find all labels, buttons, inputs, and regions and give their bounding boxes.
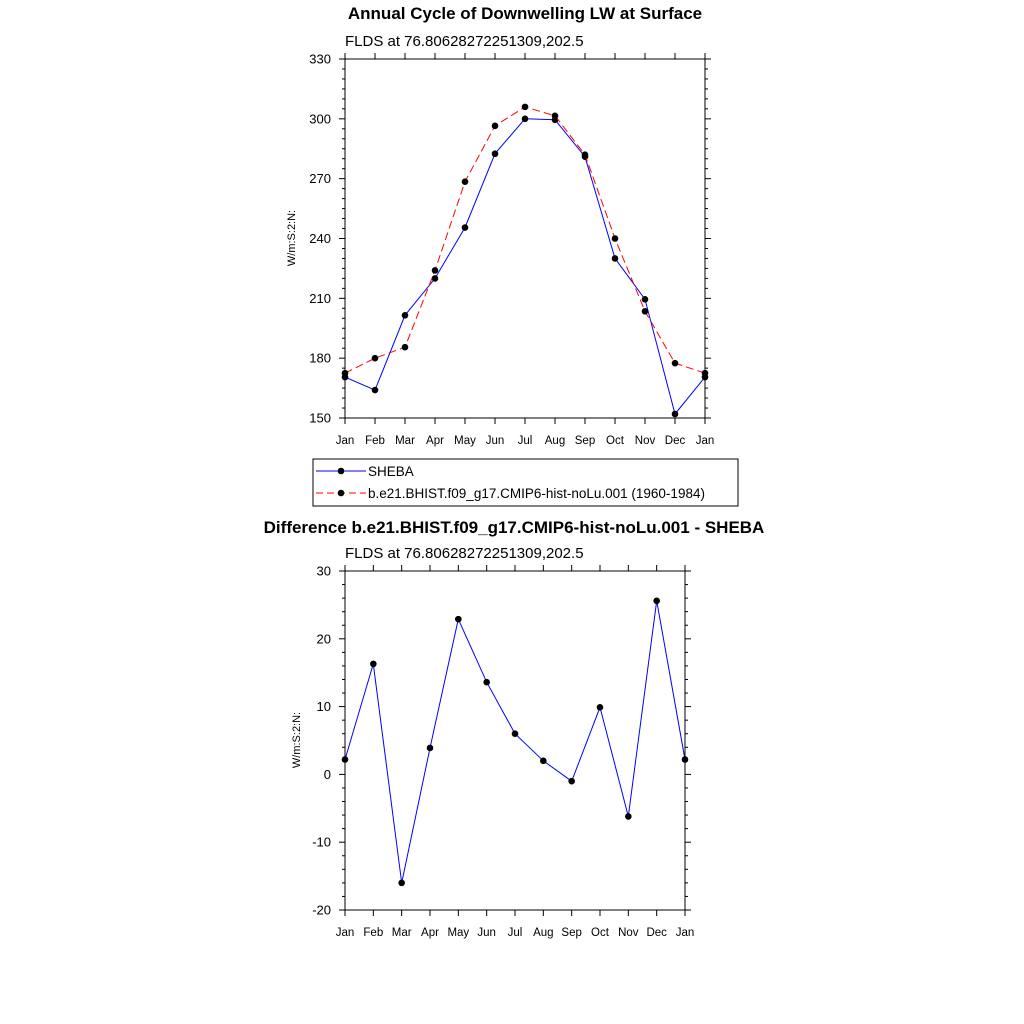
- data-point: [568, 778, 575, 785]
- legend-entry-model: b.e21.BHIST.f09_g17.CMIP6-hist-noLu.001 (1960-1984): [368, 486, 705, 501]
- y-axis-label: W/m:S:2:N:: [291, 711, 303, 769]
- x-tick-label: Nov: [634, 435, 656, 447]
- data-point: [522, 104, 529, 111]
- x-tick-label: Jul: [507, 927, 523, 939]
- y-tick-label: 10: [316, 699, 331, 715]
- x-tick-label: Jan: [675, 927, 695, 939]
- data-point: [512, 730, 519, 737]
- chart-title: Difference b.e21.BHIST.f09_g17.CMIP6-hist-noLu.001 - SHEBA: [263, 518, 765, 537]
- data-point: [642, 296, 649, 303]
- y-tick-label: 20: [316, 631, 331, 647]
- data-point: [540, 758, 547, 765]
- x-tick-label: Mar: [391, 927, 412, 939]
- data-point: [642, 308, 649, 315]
- data-point: [370, 661, 377, 668]
- x-tick-label: Jan: [335, 927, 355, 939]
- series-line-0: [345, 601, 685, 883]
- y-tick-label: 30: [316, 563, 331, 579]
- y-tick-label: 270: [309, 171, 331, 187]
- x-tick-label: Apr: [421, 927, 439, 939]
- data-point: [462, 178, 469, 185]
- data-point: [342, 756, 349, 763]
- x-tick-label: Feb: [365, 435, 385, 447]
- x-tick-label: Dec: [664, 435, 686, 447]
- data-point: [552, 113, 559, 120]
- data-point: [372, 355, 379, 362]
- data-point: [462, 224, 469, 231]
- y-tick-label: -20: [312, 902, 331, 918]
- data-point: [702, 370, 709, 377]
- y-tick-label: 300: [309, 111, 331, 127]
- x-tick-label: Sep: [561, 927, 582, 939]
- plot-frame: [345, 59, 705, 418]
- x-tick-label: Mar: [395, 435, 415, 447]
- data-point: [625, 813, 632, 820]
- x-tick-label: Feb: [363, 927, 384, 939]
- x-tick-label: May: [447, 927, 470, 939]
- chart-title: Annual Cycle of Downwelling LW at Surface: [347, 4, 703, 23]
- plot-area: [312, 564, 694, 940]
- difference-chart: [264, 518, 765, 939]
- y-tick-label: -10: [312, 834, 331, 850]
- legend-entry-sheba: SHEBA: [368, 464, 414, 479]
- series-line-0: [345, 119, 705, 414]
- data-point: [682, 756, 689, 763]
- y-tick-label: 240: [309, 231, 331, 246]
- plot-area: [309, 52, 714, 448]
- data-point: [483, 679, 490, 686]
- data-point: [672, 411, 679, 418]
- data-point: [492, 123, 499, 130]
- x-tick-label: Dec: [646, 927, 667, 939]
- legend: [313, 459, 738, 506]
- data-point: [372, 387, 379, 394]
- data-point: [432, 267, 439, 274]
- data-point: [427, 745, 434, 752]
- y-tick-label: 0: [323, 766, 331, 782]
- data-point: [672, 360, 679, 367]
- plot-frame: [345, 571, 685, 910]
- y-tick-label: 330: [309, 51, 331, 67]
- x-tick-label: Sep: [574, 435, 596, 447]
- data-point: [432, 275, 439, 282]
- data-point: [492, 150, 499, 157]
- x-tick-label: May: [454, 435, 476, 447]
- legend-marker-model: [338, 490, 345, 497]
- x-tick-label: Aug: [533, 927, 554, 939]
- x-tick-label: Jan: [335, 435, 355, 447]
- x-tick-label: Oct: [606, 435, 624, 447]
- data-point: [612, 235, 619, 242]
- x-tick-label: Jul: [517, 435, 533, 447]
- legend-marker-sheba: [338, 468, 345, 475]
- data-point: [612, 255, 619, 262]
- data-point: [402, 344, 409, 351]
- chart-subtitle: FLDS at 76.80628272251309,202.5: [345, 545, 584, 562]
- x-tick-label: Jun: [477, 927, 496, 939]
- x-tick-label: Jun: [485, 435, 505, 447]
- x-tick-label: Apr: [426, 435, 444, 447]
- annual-cycle-chart: [286, 4, 738, 506]
- data-point: [342, 370, 349, 377]
- data-point: [582, 151, 589, 158]
- y-tick-label: 210: [309, 290, 331, 306]
- x-tick-label: Jan: [695, 435, 715, 447]
- data-point: [398, 880, 405, 887]
- x-tick-label: Nov: [618, 927, 639, 939]
- x-tick-label: Aug: [544, 435, 566, 447]
- series-line-1: [345, 107, 705, 373]
- data-point: [522, 116, 529, 123]
- y-tick-label: 150: [309, 410, 331, 426]
- data-point: [597, 704, 604, 711]
- data-point: [455, 616, 462, 623]
- x-tick-label: Oct: [591, 927, 609, 939]
- data-point: [402, 312, 409, 319]
- chart-subtitle: FLDS at 76.80628272251309,202.5: [345, 33, 584, 50]
- y-tick-label: 180: [309, 350, 331, 366]
- y-axis-label: W/m:S:2:N:: [286, 209, 298, 267]
- data-point: [653, 598, 660, 605]
